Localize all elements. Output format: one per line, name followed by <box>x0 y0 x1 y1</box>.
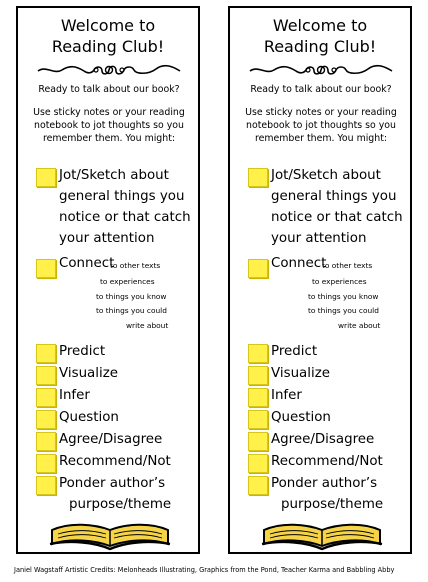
credits-text: Janiel Wagstaff Artistic Credits: Melonheads Illustrating, Graphics from the Pond, Teacher Karma and Babbling Abby <box>14 566 395 574</box>
connect-sub: to experiences <box>312 277 367 286</box>
title-line-1: Welcome to <box>60 16 156 35</box>
jot-text: Jot/Sketch about general things you notice or that catch your attention <box>59 168 191 246</box>
bookmark-title <box>18 15 198 57</box>
sticky-note-icon <box>248 432 268 451</box>
title-line-2: Reading Club! <box>263 37 377 56</box>
connect-sub: to things you could <box>96 306 167 315</box>
intro-question: Ready to talk about our book? <box>38 84 180 95</box>
sticky-note-icon <box>248 388 268 407</box>
bookmark-left: Welcome to Reading Club! Ready to talk about our book? Use sticky notes or your reading notebook to jot thoughts so you remember them. You might: Jot/Sketch about general things you notice or that catch your attention Connect to other texts to experiences to things you know to things you could write about Predict Visualize Infer Question Agree/Disagree Recommend/Not Ponder author’s purpose/theme <box>16 6 200 554</box>
sticky-note-icon <box>248 410 268 429</box>
sticky-note-icon <box>36 432 56 451</box>
sticky-note-icon <box>36 168 56 187</box>
prompt-line: Use sticky notes or your reading <box>245 107 397 118</box>
title-line-2: Reading Club! <box>51 37 165 56</box>
sticky-note-icon <box>36 410 56 429</box>
connect-sub: to things you know <box>308 292 379 301</box>
sticky-note-icon <box>36 388 56 407</box>
sticky-note-icon <box>248 344 268 363</box>
ponder-text: Ponder author’s purpose/theme <box>59 476 172 512</box>
prompt-line: notebook to jot thoughts so you <box>34 120 184 131</box>
jot-text: Jot/Sketch about general things you notice or that catch your attention <box>271 168 403 246</box>
prompt-line: Use sticky notes or your reading <box>33 107 185 118</box>
prompt-line: remember them. You might: <box>42 133 176 144</box>
connect-sub: write about <box>338 321 381 330</box>
sticky-note-icon <box>248 259 268 278</box>
connect-sub: to things you could <box>308 306 379 315</box>
prompt-line: remember them. You might: <box>254 133 388 144</box>
sticky-note-icon <box>36 366 56 385</box>
bookmark-title <box>230 15 410 57</box>
swirl-divider-icon <box>248 63 394 77</box>
sticky-note-icon <box>248 366 268 385</box>
intro-question: Ready to talk about our book? <box>250 84 392 95</box>
connect-label: Connect <box>271 256 327 271</box>
connect-sub: to other texts <box>110 261 161 270</box>
sticky-note-icon <box>36 344 56 363</box>
intro-prompt <box>238 106 404 145</box>
sticky-note-icon <box>36 259 56 278</box>
open-book-icon <box>48 516 172 552</box>
bookmark-right: Welcome to Reading Club! Ready to talk about our book? Use sticky notes or your reading notebook to jot thoughts so you remember them. You might: Jot/Sketch about general things you notice or that catch your attention Connect to other texts to experiences to things you know to things you could write about Predict Visualize Infer Question Agree/Disagree Recommend/Not Ponder author’s purpose/theme <box>228 6 412 554</box>
connect-sub: to experiences <box>100 277 155 286</box>
sticky-note-icon <box>248 168 268 187</box>
prompt-line: notebook to jot thoughts so you <box>246 120 396 131</box>
connect-sub: to other texts <box>322 261 373 270</box>
open-book-icon <box>260 516 384 552</box>
sticky-note-icon <box>248 454 268 473</box>
sticky-note-icon <box>36 476 56 495</box>
sticky-note-icon <box>36 454 56 473</box>
connect-sub: write about <box>126 321 169 330</box>
title-line-1: Welcome to <box>272 16 368 35</box>
connect-sub: to things you know <box>96 292 167 301</box>
swirl-divider-icon <box>36 63 182 77</box>
sticky-note-icon <box>248 476 268 495</box>
ponder-text: Ponder author’s purpose/theme <box>271 476 384 512</box>
intro-prompt <box>26 106 192 145</box>
connect-label: Connect <box>59 256 115 271</box>
